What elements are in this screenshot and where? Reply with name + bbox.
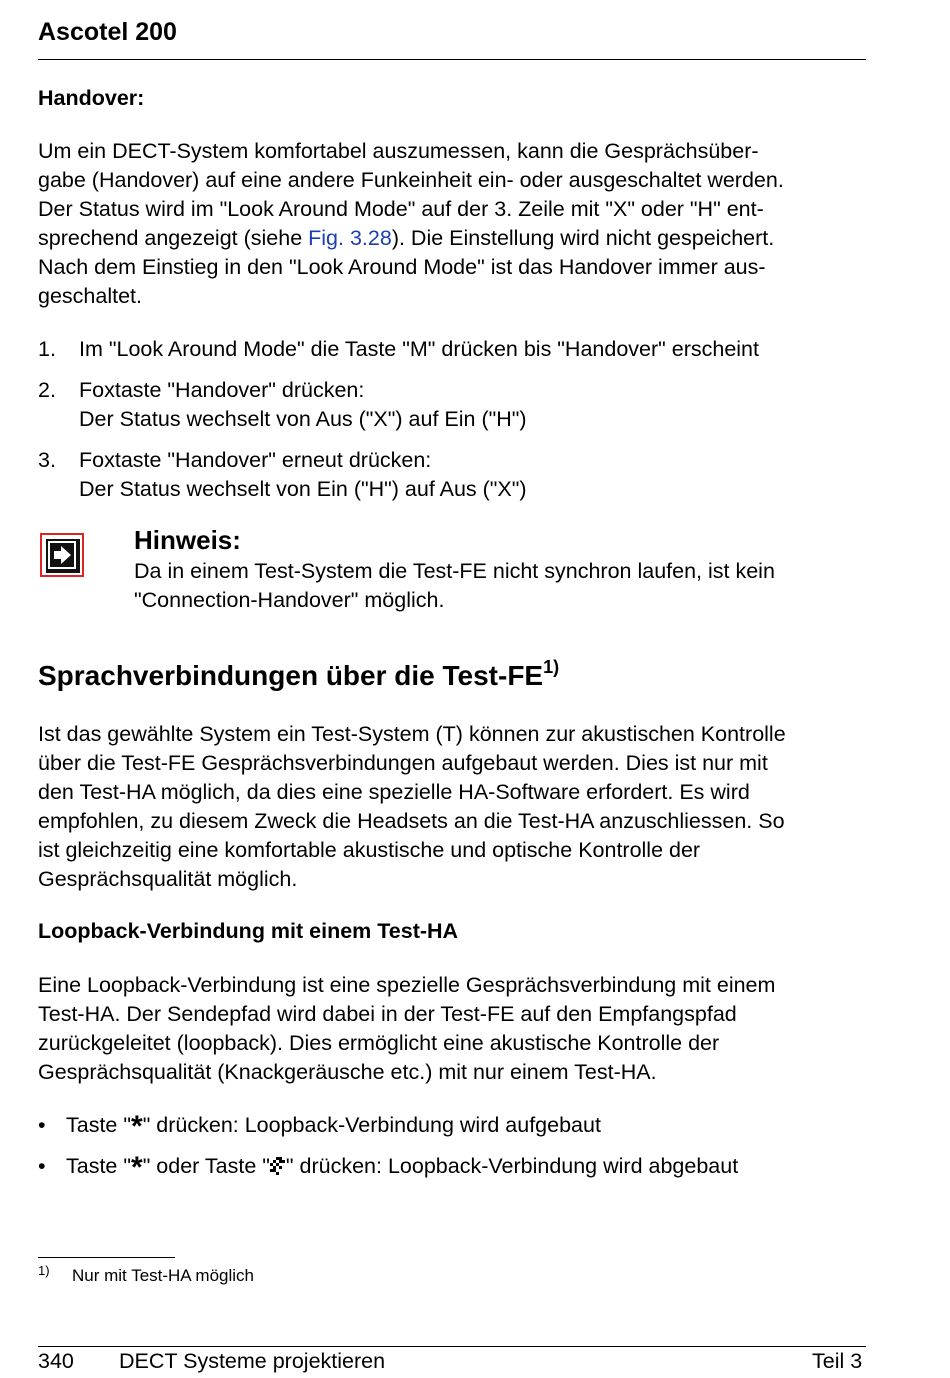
footnote-mark: 1): [38, 1263, 50, 1278]
hash-key-icon: [270, 1154, 286, 1172]
chapter-title: DECT Systeme projektieren: [119, 1349, 386, 1373]
arrow-right-icon: [40, 533, 84, 577]
bullet-text: [66, 1110, 601, 1143]
section-paragraph: [38, 720, 868, 894]
footnote-rule: [38, 1257, 175, 1258]
header-rule: [38, 59, 866, 60]
text-fragment: Taste ": [66, 1113, 131, 1137]
step-text: Foxtaste "Handover" erneut drücken:: [79, 448, 432, 472]
text-line: geschaltet.: [38, 284, 142, 308]
note-text: [134, 557, 874, 615]
text-line: Ist das gewählte System ein Test-System (T) können zur akustischen Kontrolle: [38, 722, 786, 746]
step-text: Foxtaste "Handover" drücken:: [79, 378, 365, 402]
bullet-text: [66, 1151, 739, 1184]
text-fragment: ). Die Einstellung wird nicht gespeichert.: [391, 226, 775, 250]
text-line: Da in einem Test-System die Test-FE nicht synchron laufen, ist kein: [134, 559, 775, 583]
loopback-paragraph: [38, 971, 868, 1087]
text-line: empfohlen, zu diesem Zweck die Headsets an die Test-HA anzuschliessen. So: [38, 809, 785, 833]
text-fragment: " drücken: Loopback-Verbindung wird abgebaut: [285, 1154, 739, 1178]
step-text: Im "Look Around Mode" die Taste "M" drücken bis "Handover" erscheint: [79, 337, 759, 361]
handover-heading: Handover:: [38, 86, 145, 110]
page-number: 340: [38, 1349, 74, 1373]
star-key-symbol: *: [131, 1110, 143, 1143]
document-title: Ascotel 200: [38, 18, 177, 46]
handover-paragraph: [38, 137, 868, 311]
footer-rule: [38, 1346, 866, 1347]
footnote-text: Nur mit Test-HA möglich: [72, 1266, 255, 1285]
text-line: den Test-HA möglich, da dies eine spezielle HA-Software erfordert. Es wird: [38, 780, 750, 804]
bullet-marker: •: [38, 1113, 46, 1137]
text-line: "Connection-Handover" möglich.: [134, 588, 445, 612]
text-line: zurückgeleitet (loopback). Dies ermöglicht eine akustische Kontrolle der: [38, 1031, 720, 1055]
text-fragment: " drücken: Loopback-Verbindung wird aufgebaut: [142, 1113, 601, 1137]
step-text: Der Status wechselt von Ein ("H") auf Aus ("X"): [79, 477, 527, 501]
figure-link[interactable]: Fig. 3.28: [308, 226, 392, 250]
text-line: gabe (Handover) auf eine andere Funkeinheit ein- oder ausgeschaltet werden.: [38, 168, 784, 192]
text-line: Test-HA. Der Sendepfad wird dabei in der Test-FE auf den Empfangspfad: [38, 1002, 737, 1026]
text-line: Nach dem Einstieg in den "Look Around Mode" ist das Handover immer aus-: [38, 255, 766, 279]
text-line: Eine Loopback-Verbindung ist eine spezielle Gesprächsverbindung mit einem: [38, 973, 776, 997]
step-number: 2.: [38, 378, 56, 402]
text-line: Gesprächsqualität möglich.: [38, 867, 298, 891]
text-line: über die Test-FE Gesprächsverbindungen aufgebaut werden. Dies ist nur mit: [38, 751, 768, 775]
footnote-reference[interactable]: 1): [543, 657, 560, 677]
text-fragment: sprechend angezeigt (siehe: [38, 226, 309, 250]
note-title: Hinweis:: [134, 525, 241, 555]
text-line: Um ein DECT-System komfortabel auszumessen, kann die Gesprächsüber-: [38, 139, 759, 163]
text-line: Der Status wird im "Look Around Mode" auf der 3. Zeile mit "X" oder "H" ent-: [38, 197, 764, 221]
loopback-heading: Loopback-Verbindung mit einem Test-HA: [38, 919, 459, 943]
text-fragment: " oder Taste ": [142, 1154, 270, 1178]
step-text: Der Status wechselt von Aus ("X") auf Ein ("H"): [79, 407, 527, 431]
section-title: Sprachverbindungen über die Test-FE: [38, 660, 544, 691]
section-heading: [38, 657, 559, 692]
text-fragment: Taste ": [66, 1154, 131, 1178]
text-line: [38, 224, 868, 253]
step-number: 3.: [38, 448, 56, 472]
star-key-symbol: *: [131, 1151, 143, 1184]
text-line: Gesprächsqualität (Knackgeräusche etc.) mit nur einem Test-HA.: [38, 1060, 657, 1084]
step-number: 1.: [38, 337, 56, 361]
text-line: ist gleichzeitig eine komfortable akustische und optische Kontrolle der: [38, 838, 701, 862]
bullet-marker: •: [38, 1154, 46, 1178]
part-label: Teil 3: [812, 1349, 863, 1373]
